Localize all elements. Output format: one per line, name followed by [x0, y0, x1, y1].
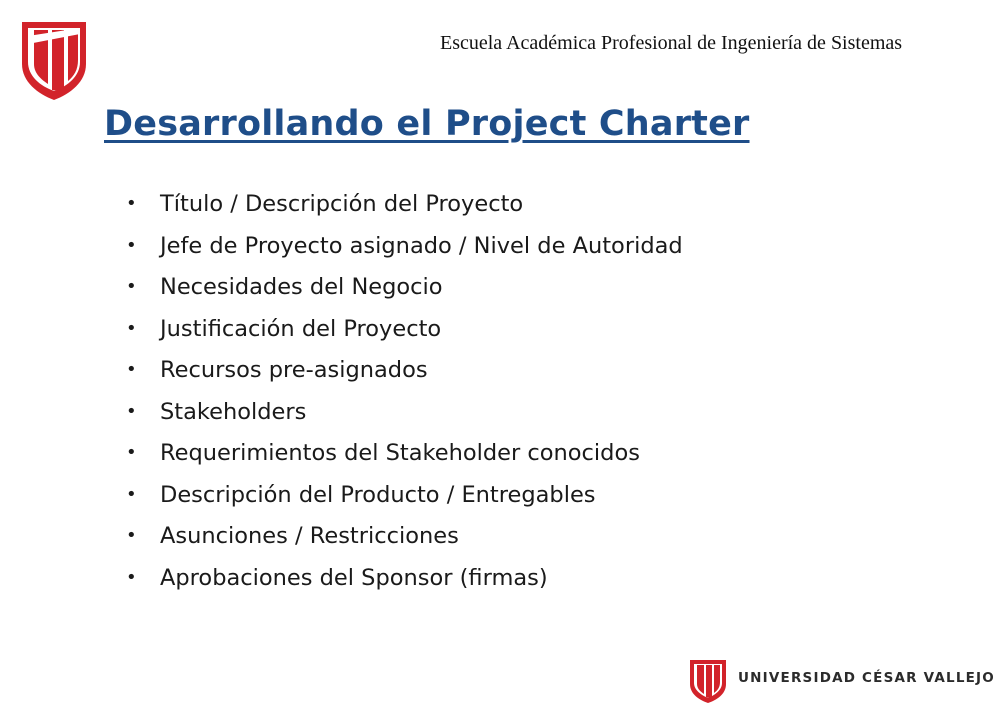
- list-item-text: Requerimientos del Stakeholder conocidos: [160, 440, 640, 466]
- list-item: [126, 228, 683, 270]
- bullet-icon: •: [126, 359, 137, 380]
- bullet-icon: •: [126, 400, 137, 422]
- school-name: Escuela Académica Profesional de Ingeniería de Sistemas: [440, 32, 903, 54]
- slide-title: Desarrollando el Project Charter: [104, 104, 750, 144]
- list-item-text: Recursos pre-asignados: [160, 357, 428, 383]
- list-item: [126, 518, 683, 560]
- list-item-text: Descripción del Producto / Entregables: [160, 481, 596, 508]
- bullet-icon: •: [126, 317, 137, 339]
- bullet-icon: •: [126, 525, 137, 546]
- list-item-text: Asunciones / Restricciones: [160, 523, 459, 549]
- bullet-icon: •: [126, 566, 137, 588]
- list-item: [126, 435, 683, 477]
- list-item: [126, 269, 683, 311]
- list-item-text: Stakeholders: [160, 398, 307, 425]
- list-item-text: Título / Descripción del Proyecto: [160, 191, 524, 217]
- bullet-icon: •: [126, 234, 137, 256]
- bullet-icon: •: [126, 442, 137, 463]
- list-item: [126, 352, 683, 394]
- list-item-text: Necesidades del Negocio: [160, 274, 443, 300]
- list-item: [126, 394, 683, 436]
- charter-items-list: [126, 186, 683, 601]
- university-name: UNIVERSIDAD CÉSAR VALLEJO: [738, 670, 995, 686]
- bullet-icon: •: [126, 276, 137, 297]
- list-item: [126, 186, 683, 228]
- list-item-text: Aprobaciones del Sponsor (firmas): [160, 564, 548, 591]
- bullet-icon: •: [126, 483, 137, 505]
- bullet-icon: •: [126, 193, 137, 214]
- footer-logo: [688, 658, 995, 704]
- list-item: [126, 311, 683, 353]
- university-shield-logo: [18, 18, 90, 102]
- list-item: [126, 477, 683, 519]
- list-item: [126, 560, 683, 602]
- list-item-text: Justificación del Proyecto: [160, 315, 442, 342]
- list-item-text: Jefe de Proyecto asignado / Nivel de Autoridad: [160, 232, 683, 259]
- university-shield-icon: [688, 658, 728, 704]
